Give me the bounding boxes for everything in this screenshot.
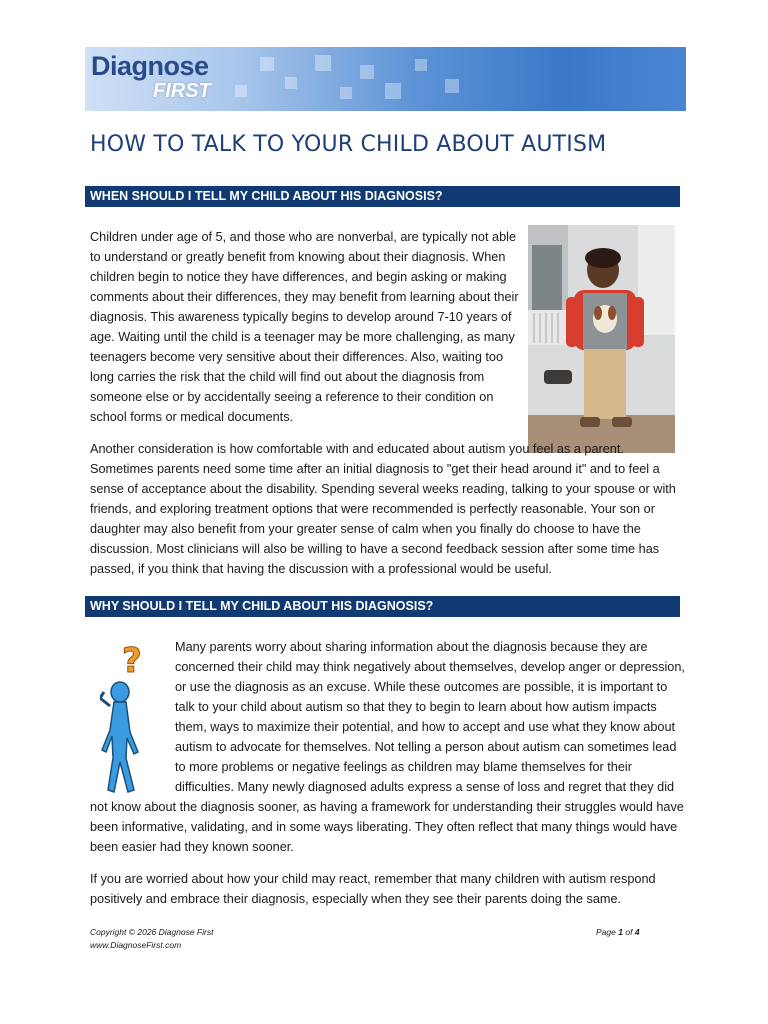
question-mark-icon: ? (122, 641, 142, 681)
paragraph-why-1 (90, 637, 685, 854)
paragraph-when-2: Another consideration is how comfortable with and educated about autism you feel as a parent. Sometimes parents need some time after an initial diagnosis to "get their head around it" and to feel a sense of acceptance about the disability. Spending several weeks reading, talking to your spouse or with friends, and exploring treatment options that were recommended is perfectly reasonable. Your son or daughter may also benefit from your greater sense of calm when you finally do choose to have the discussion. Most clinicians will also be willing to have a second feedback session after some time has passed, if you think that having the discussion with a professional would be useful. (90, 442, 676, 576)
page-label: Page (596, 927, 616, 937)
paragraph-why-2: If you are worried about how your child may react, remember that many children with autism respond positively and embrace their diagnosis, especially when they see their parents doing the same. (90, 872, 656, 906)
child-photo (528, 225, 675, 453)
paragraph-why-1-text: Many parents worry about sharing information about the diagnosis because they are concerned their child may think negatively about themselves, develop anger or depression, or use the diagnosis as an excuse. While these outcomes are possible, it is important to talk to your child about autism so that they to begin to learn about how autism impacts them, ways to maximize their potential, and how to accept and use what they know about autism to advocate for themselves. Not telling a person about autism can sometimes lead to more problems or negative feelings as children may blame themselves for their difficulties. Many newly diagnosed adults express a sense of loss and regret that they did not know about the diagnosis sooner, as having a framework for understanding their struggles would have been informative, validating, and in some ways liberating. They often reflect that many things would have been easier had they known sooner. (90, 640, 685, 854)
footer-page-number (596, 927, 640, 937)
footer-website[interactable]: www.DiagnoseFirst.com (90, 940, 182, 950)
logo-text: Diagnose (91, 51, 209, 81)
child-photo-illustration (528, 225, 675, 453)
page-current: 1 (618, 927, 623, 937)
page-of: of (625, 927, 633, 937)
footer-copyright: Copyright © 2026 Diagnose First (90, 927, 214, 937)
section-heading-when: WHEN SHOULD I TELL MY CHILD ABOUT HIS DIAGNOSIS? (85, 186, 680, 207)
header-banner (85, 47, 686, 111)
logo-subtext: FIRST (153, 80, 211, 102)
page-total: 4 (634, 927, 640, 937)
page-title: HOW TO TALK TO YOUR CHILD ABOUT AUTISM (90, 132, 607, 157)
text-wrap-spacer (90, 637, 175, 797)
paragraph-when-1: Children under age of 5, and those who are nonverbal, are typically not able to understand or greatly benefit from knowing about their diagnosis. When children begin to notice they have differences, and begin asking or making comments about their differences, they may benefit from learning about their diagnosis. This awareness typically begins to develop around 7-10 years of age. Waiting until the child is a teenager may be more challenging, as many teenagers become very sensitive about their differences. Also, waiting too long carries the risk that the child will find out about the diagnosis from someone else or by accidentally seeing a reference to their condition on school forms or medical documents. (90, 230, 519, 424)
section-heading-why: WHY SHOULD I TELL MY CHILD ABOUT HIS DIAGNOSIS? (85, 596, 680, 617)
